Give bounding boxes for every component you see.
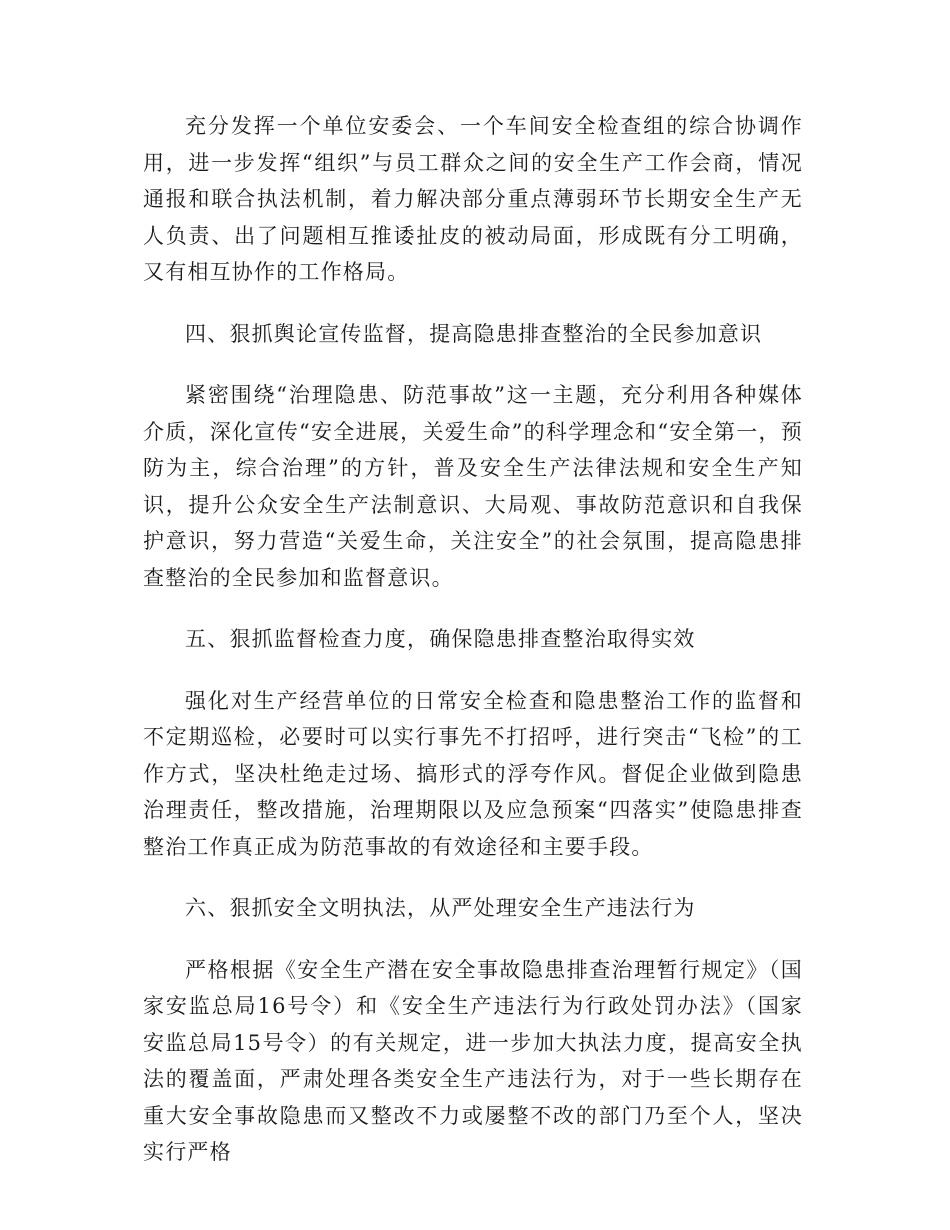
section-heading-6: 六、狠抓安全文明执法，从严处理安全生产违法行为 <box>185 896 696 920</box>
paragraph-publicity: 紧密围绕“治理隐患、防范事故”这一主题，充分利用各种媒体介质，深化宣传“安全进展，关爱生命”的科学理念和“安全第一，预防为主，综合治理”的方针，普及安全生产法律法规和安全生产知识，提升公众安全生产法制意识、大局观、事故防范意识和自我保护意识，努力营造“关爱生命，关注安全”的社会氛围，提高隐患排查整治的全民参加和监督意识。 <box>143 383 803 590</box>
paragraph-enforcement: 严格根据《安全生产潜在安全事故隐患排查治理暂行规定》（国家安监总局16号令）和《安全生产违法行为行政处罚办法》（国家安监总局15号令）的有关规定，进一步加大执法力度，提高安全执法的覆盖面，严肃处理各类安全生产违法行为，对于一些长期存在重大安全事故隐患而又整改不力或屡整不改的部门乃至个人，坚决实行严格 <box>143 957 803 1164</box>
document-body <box>143 108 803 1196</box>
section-heading-4: 四、狠抓舆论宣传监督，提高隐患排查整治的全民参加意识 <box>185 321 763 346</box>
paragraph-coordination: 充分发挥一个单位安委会、一个车间安全检查组的综合协调作用，进一步发挥“组织”与员工群众之间的安全生产工作会商，情况通报和联合执法机制，着力解决部分重点薄弱环节长期安全生产无人负责、出了问题相互推诿扯皮的被动局面，形成既有分工明确，又有相互协作的工作格局。 <box>143 114 803 284</box>
paragraph-inspection: 强化对生产经营单位的日常安全检查和隐患整治工作的监督和不定期巡检，必要时可以实行事先不打招呼，进行突击“飞检”的工作方式，坚决杜绝走过场、搞形式的浮夸作风。督促企业做到隐患治理责任，整改措施，治理期限以及应急预案“四落实”使隐患排查整治工作真正成为防范事故的有效途径和主要手段。 <box>143 688 803 859</box>
section-heading-5: 五、狠抓监督检查力度，确保隐患排查整治取得实效 <box>185 627 696 651</box>
